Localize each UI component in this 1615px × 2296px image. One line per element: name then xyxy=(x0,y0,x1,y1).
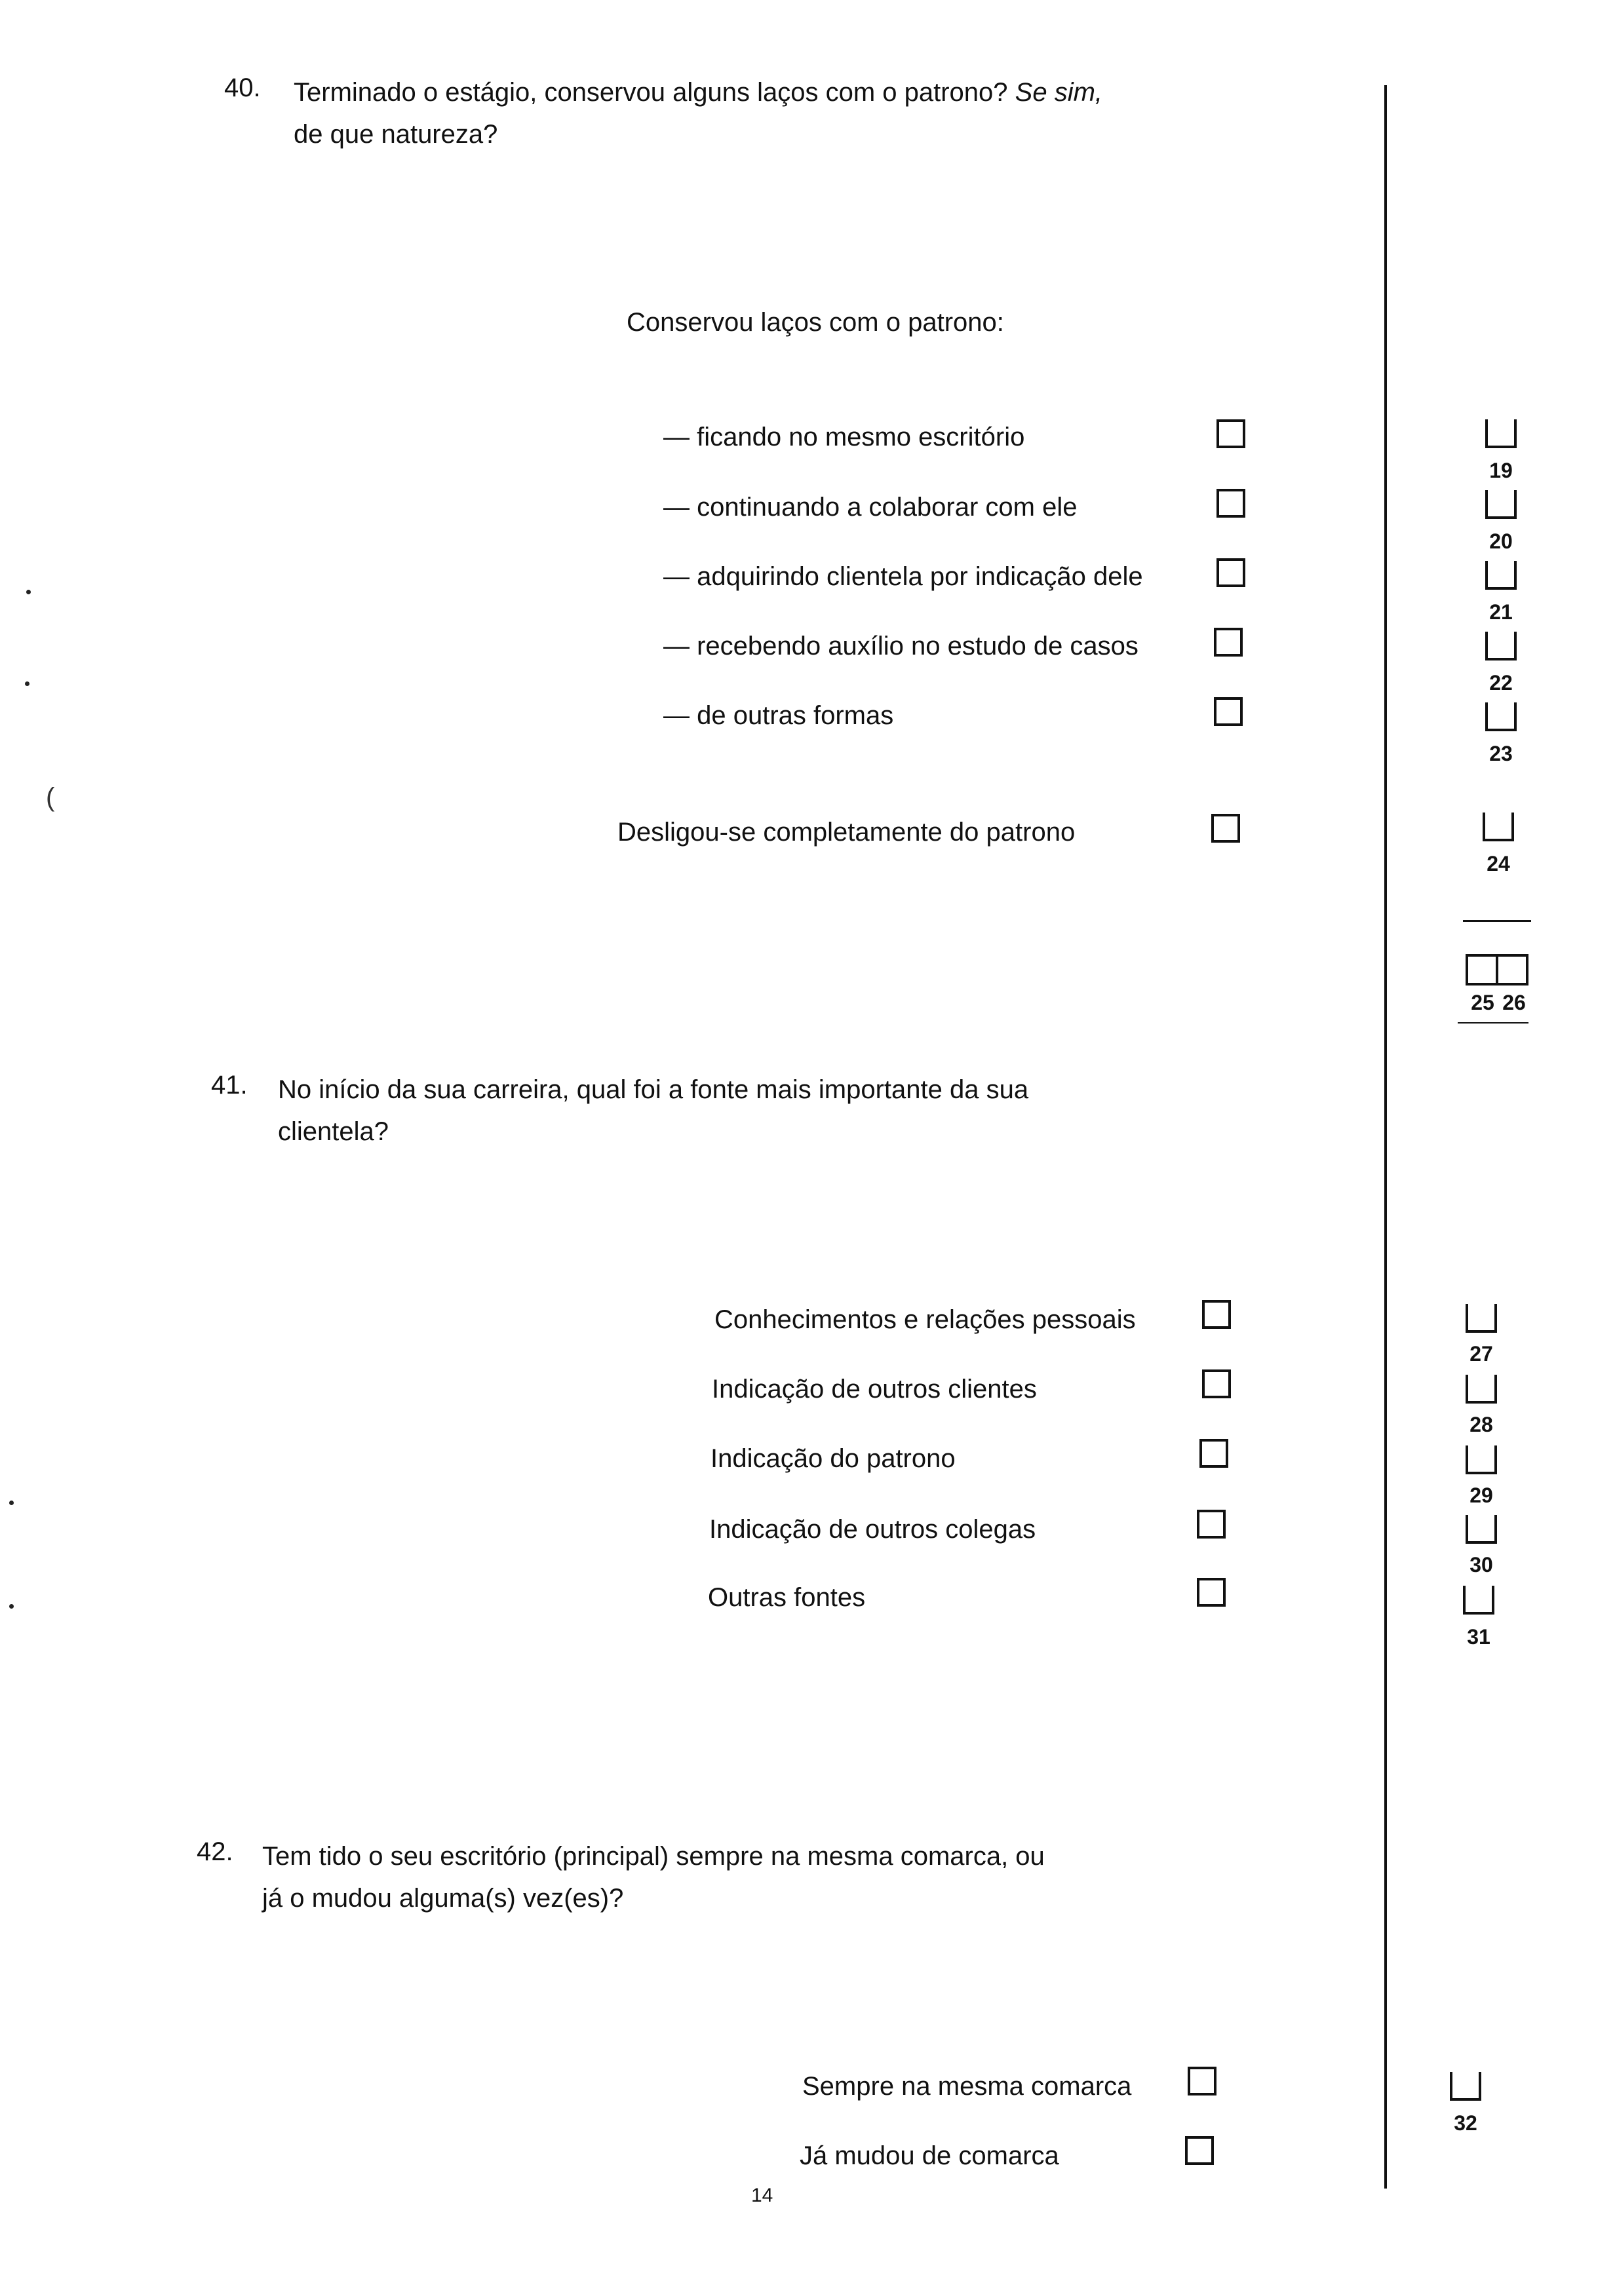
coding-box[interactable] xyxy=(1483,813,1514,841)
q42-text-line2: já o mudou alguma(s) vez(es)? xyxy=(262,1884,624,1913)
coding-separator xyxy=(1458,1022,1528,1024)
margin-vertical-rule xyxy=(1384,85,1387,2189)
q40-question-italic: Se sim, xyxy=(1015,78,1103,107)
q41-option-checkbox[interactable] xyxy=(1197,1510,1226,1539)
q40-subheading: Conservou laços com o patrono: xyxy=(627,308,1004,337)
coding-number: 29 xyxy=(1469,1483,1493,1507)
coding-box[interactable] xyxy=(1485,490,1517,519)
q40-question: Terminado o estágio, conservou alguns laços com o patrono? xyxy=(294,78,1008,107)
coding-box[interactable] xyxy=(1450,2072,1481,2101)
coding-number: 26 xyxy=(1502,991,1526,1014)
q41-option-checkbox[interactable] xyxy=(1202,1300,1231,1329)
coding-number: 20 xyxy=(1489,529,1513,553)
q41-option-checkbox[interactable] xyxy=(1199,1439,1228,1468)
coding-number: 31 xyxy=(1467,1625,1490,1649)
q41-option-label: Indicação de outros colegas xyxy=(709,1515,1036,1544)
coding-number: 27 xyxy=(1469,1342,1493,1366)
coding-number: 24 xyxy=(1487,852,1510,875)
scan-mark: ( xyxy=(46,783,55,812)
coding-box[interactable] xyxy=(1466,1375,1497,1404)
q41-option-label: Outras fontes xyxy=(708,1583,866,1612)
q40-text-line1 xyxy=(294,73,1102,111)
q42-text-line1: Tem tido o seu escritório (principal) sempre na mesma comarca, ou xyxy=(262,1842,1045,1871)
q40-option-checkbox[interactable] xyxy=(1216,419,1245,448)
q41-text-line1: No início da sua carreira, qual foi a fonte mais importante da sua xyxy=(278,1075,1029,1104)
q40-option-checkbox[interactable] xyxy=(1214,628,1243,657)
coding-number: 25 xyxy=(1471,991,1494,1014)
q42-option-checkbox[interactable] xyxy=(1185,2136,1214,2165)
q40-option-checkbox[interactable] xyxy=(1214,697,1243,726)
q42-option-checkbox[interactable] xyxy=(1188,2067,1216,2095)
coding-separator xyxy=(1463,920,1531,922)
coding-box[interactable] xyxy=(1466,1445,1497,1474)
q42-option-label: Sempre na mesma comarca xyxy=(802,2072,1132,2101)
q41-option-checkbox[interactable] xyxy=(1202,1369,1231,1398)
q40-option-label: — continuando a colaborar com ele xyxy=(663,493,1078,522)
q40-text-line2: de que natureza? xyxy=(294,120,498,149)
page-number: 14 xyxy=(751,2185,773,2206)
coding-number: 32 xyxy=(1454,2111,1477,2135)
q42-number: 42. xyxy=(197,1837,233,1866)
q41-option-checkbox[interactable] xyxy=(1197,1578,1226,1607)
coding-number: 28 xyxy=(1469,1413,1493,1436)
q40-extra-option-label: Desligou-se completamente do patrono xyxy=(617,818,1076,847)
q40-option-label: — de outras formas xyxy=(663,701,894,730)
coding-box[interactable] xyxy=(1485,702,1517,731)
coding-pair-box-right[interactable] xyxy=(1496,954,1528,985)
coding-number: 19 xyxy=(1489,459,1513,482)
q42-option-label: Já mudou de comarca xyxy=(800,2141,1059,2170)
scan-speck xyxy=(25,681,29,686)
q41-number: 41. xyxy=(211,1071,248,1100)
q40-option-checkbox[interactable] xyxy=(1216,558,1245,587)
q40-option-label: — adquirindo clientela por indicação dele xyxy=(663,562,1143,591)
scan-speck xyxy=(9,1604,14,1609)
coding-number: 21 xyxy=(1489,600,1513,624)
coding-box[interactable] xyxy=(1485,561,1517,590)
coding-box[interactable] xyxy=(1463,1586,1494,1615)
q40-number: 40. xyxy=(224,73,261,102)
coding-number: 23 xyxy=(1489,742,1513,765)
coding-number: 22 xyxy=(1489,671,1513,695)
coding-box[interactable] xyxy=(1485,632,1517,660)
coding-box[interactable] xyxy=(1466,1304,1497,1333)
coding-pair-box-left[interactable] xyxy=(1466,954,1498,985)
q41-option-label: Indicação do patrono xyxy=(710,1444,956,1473)
coding-box[interactable] xyxy=(1485,419,1517,448)
q40-option-label: — recebendo auxílio no estudo de casos xyxy=(663,632,1138,660)
q41-text-line2: clientela? xyxy=(278,1117,389,1146)
q40-option-checkbox[interactable] xyxy=(1216,489,1245,518)
scan-speck xyxy=(9,1501,14,1505)
coding-box[interactable] xyxy=(1466,1515,1497,1544)
q40-option-label: — ficando no mesmo escritório xyxy=(663,423,1025,451)
q41-option-label: Indicação de outros clientes xyxy=(712,1375,1037,1404)
q40-extra-option-checkbox[interactable] xyxy=(1211,814,1240,843)
coding-number: 30 xyxy=(1469,1553,1493,1577)
q41-option-label: Conhecimentos e relações pessoais xyxy=(714,1305,1136,1334)
scan-speck xyxy=(26,590,31,594)
